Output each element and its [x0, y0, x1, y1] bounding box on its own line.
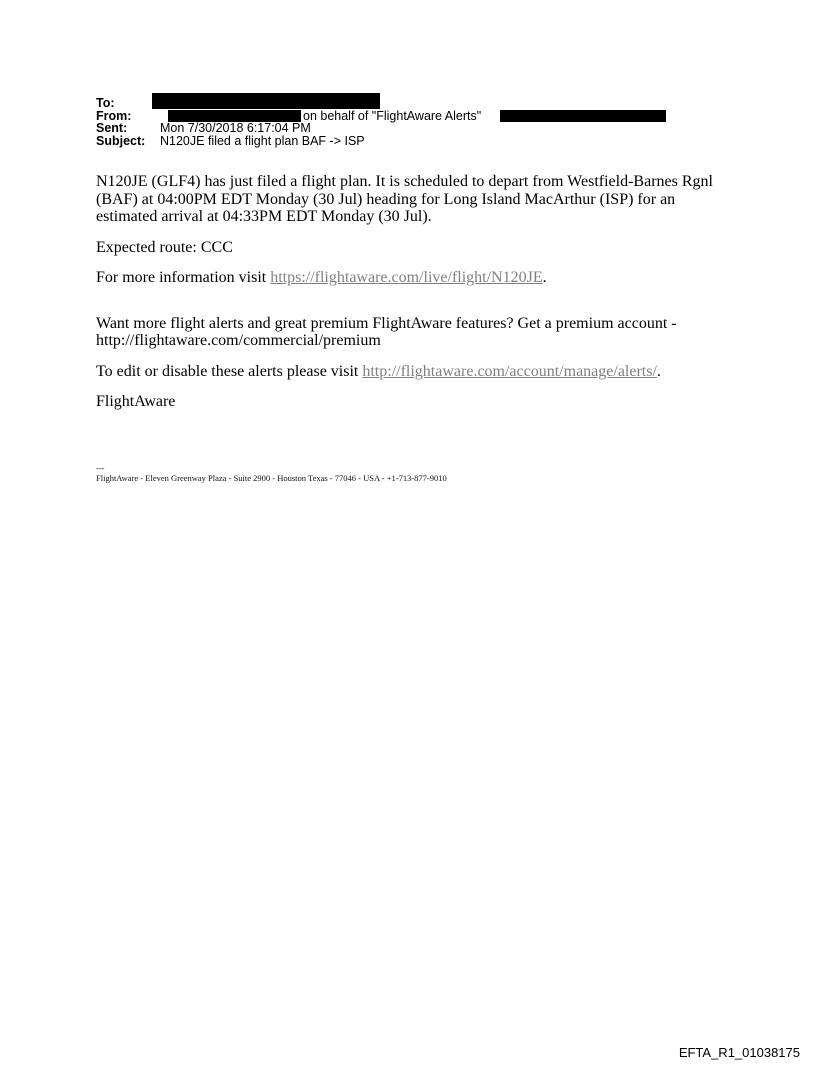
more-info-period: .: [542, 269, 547, 286]
redacted-sender: [168, 110, 301, 122]
subject-value: N120JE filed a flight plan BAF -> ISP: [160, 133, 365, 148]
edit-alerts-paragraph: [96, 363, 736, 381]
flight-plan-paragraph: N120JE (GLF4) has just filed a flight plan. It is scheduled to depart from Westfield-Barnes Rgnl (BAF) at 04:00PM EDT Monday (30 Jul) heading for Long Island MacArthur (ISP) for an estimated arrival at 04:33PM EDT Monday (30 Jul).: [96, 173, 713, 225]
sent-value: Mon 7/30/2018 6:17:04 PM: [160, 121, 311, 135]
more-info-text: For more information visit: [96, 269, 271, 286]
document-id: EFTA_R1_01038175: [678, 1045, 800, 1060]
from-label: From:: [96, 108, 132, 123]
manage-alerts-link[interactable]: http://flightaware.com/account/manage/alerts/: [362, 362, 657, 380]
footer-address: FlightAware - Eleven Greenway Plaza - Suite 2900 - Houston Texas - 77046 - USA - +1-713-877-9010: [96, 473, 447, 483]
edit-alerts-period: .: [656, 362, 661, 380]
flight-tracking-link[interactable]: https://flightaware.com/live/flight/N120JE: [270, 269, 543, 286]
redacted-recipient: [152, 93, 380, 109]
more-info-paragraph: [96, 269, 736, 287]
from-value: on behalf of "FlightAware Alerts": [303, 108, 482, 123]
footer-separator: ---: [96, 463, 105, 473]
expected-route: Expected route: CCC: [96, 238, 233, 256]
subject-label: Subject:: [96, 133, 146, 148]
redacted-sender-address: [500, 110, 666, 122]
to-label: To:: [96, 96, 115, 110]
edit-alerts-text: To edit or disable these alerts please visit: [96, 362, 363, 380]
signature: FlightAware: [96, 393, 176, 410]
email-body: [96, 173, 736, 424]
premium-paragraph: Want more flight alerts and great premium FlightAware features? Get a premium account - http://flightaware.com/commercial/premium: [96, 314, 677, 349]
email-footer: [96, 463, 447, 483]
sent-label: Sent:: [96, 121, 128, 135]
